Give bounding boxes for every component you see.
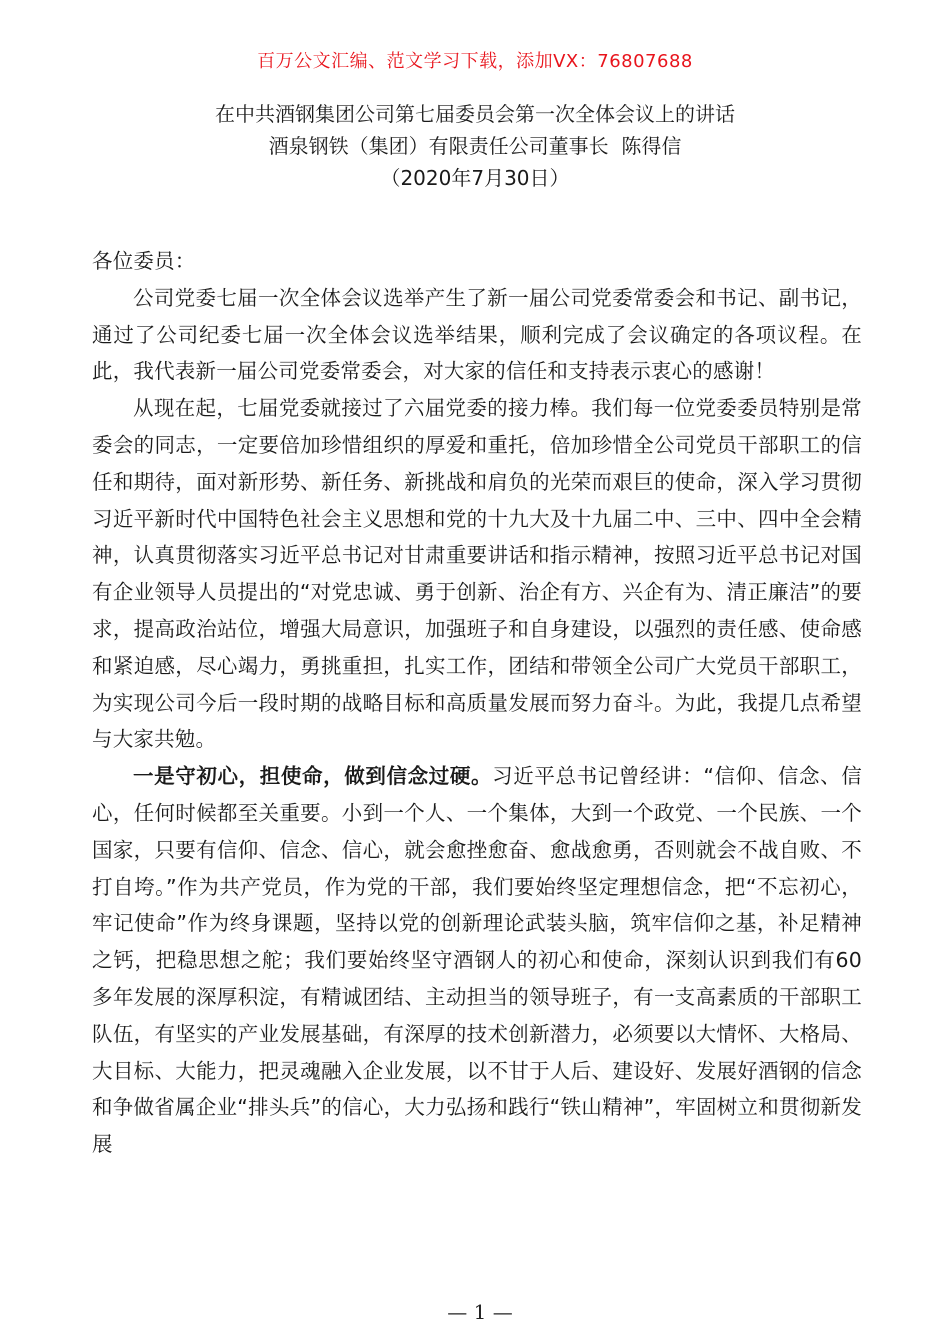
speaker-line: 酒泉钢铁（集团）有限责任公司董事长 陈得信 — [268, 134, 682, 158]
watermark-banner: 百万公文汇编、范文学习下载，添加VX：76807688 — [257, 51, 693, 72]
speech-date: （2020年7月30日） — [380, 166, 570, 190]
paragraph-1: 公司党委七届一次全体会议选举产生了新一届公司党委常委会和书记、副书记，通过了公司纪委七届一次全体会议选举结果，顺利完成了会议确定的各项议程。在此，我代表新一届公司党委常委会，对大家的信任和支持表示衷心的感谢！ — [92, 285, 862, 384]
speech-title: 在中共酒钢集团公司第七届委员会第一次全体会议上的讲话 — [215, 102, 735, 126]
paragraph-3-heading: 一是守初心，担使命，做到信念过硬。 — [133, 764, 493, 789]
speech-header — [0, 98, 950, 194]
speech-body — [92, 243, 862, 1163]
salutation: 各位委员： — [92, 249, 196, 273]
page-number: — 1 — — [447, 1300, 513, 1324]
paragraph-3 — [92, 758, 862, 1163]
paragraph-2: 从现在起，七届党委就接过了六届党委的接力棒。我们每一位党委委员特别是常委会的同志，一定要倍加珍惜组织的厚爱和重托，倍加珍惜全公司党员干部职工的信任和期待，面对新形势、新任务、新挑战和肩负的光荣而艰巨的使命，深入学习贯彻习近平新时代中国特色社会主义思想和党的十九大及十九届二中、三中、四中全会精神，认真贯彻落实习近平总书记对甘肃重要讲话和指示精神，按照习近平总书记对国有企业领导人员提出的“对党忠诚、勇于创新、治企有方、兴企有为、清正廉洁”的要求，提高政治站位，增强大局意识，加强班子和自身建设，以强烈的责任感、使命感和紧迫感，尽心竭力，勇挑重担，扎实工作，团结和带领全公司广大党员干部职工，为实现公司今后一段时期的战略目标和高质量发展而努力奋斗。为此，我提几点希望与大家共勉。 — [92, 396, 862, 752]
paragraph-3-text: 习近平总书记曾经讲：“信仰、信念、信心，任何时候都至关重要。小到一个人、一个集体，大到一个政党、一个民族、一个国家，只要有信仰、信念、信心，就会愈挫愈奋、愈战愈勇，否则就会不战自败、不打自垮。”作为共产党员，作为党的干部，我们要始终坚定理想信念，把“不忘初心，牢记使命”作为终身课题，坚持以党的创新理论武装头脑，筑牢信仰之基，补足精神之钙，把稳思想之舵；我们要始终坚守酒钢人的初心和使命，深刻认识到我们有60多年发展的深厚积淀，有精诚团结、主动担当的领导班子，有一支高素质的干部职工队伍，有坚实的产业发展基础，有深厚的技术创新潜力，必须要以大情怀、大格局、大目标、大能力，把灵魂融入企业发展，以不甘于人后、建设好、发展好酒钢的信念和争做省属企业“排头兵”的信心，大力弘扬和践行“铁山精神”，牢固树立和贯彻新发展 — [92, 764, 862, 1157]
